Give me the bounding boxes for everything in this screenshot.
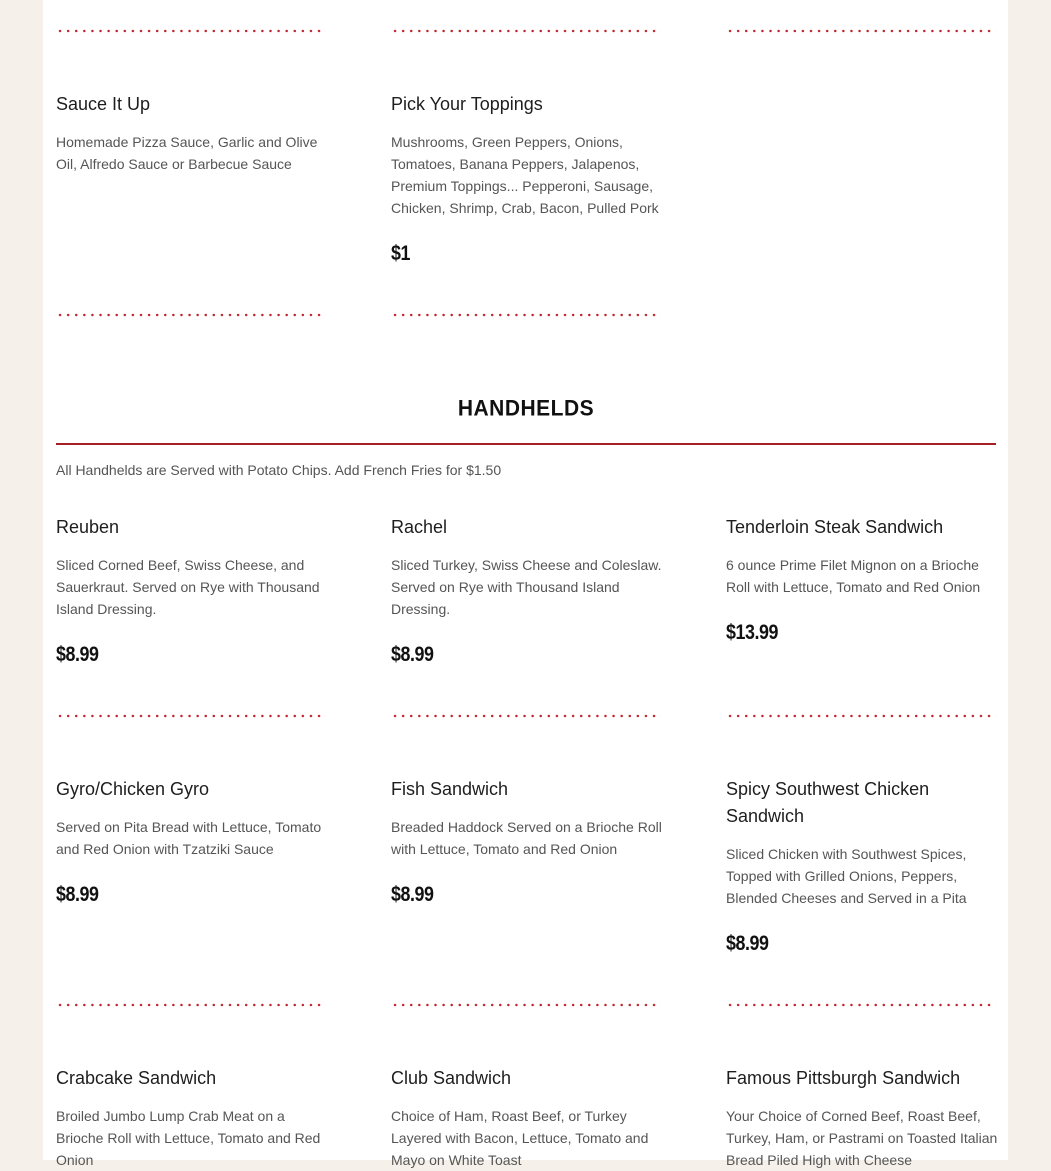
menu-item-price: $8.99 — [726, 932, 769, 955]
menu-item-price: $8.99 — [391, 883, 434, 906]
menu-item-description: Served on Pita Bread with Lettuce, Tomato and Red Onion with Tzatziki Sauce — [56, 819, 322, 857]
dotted-separator — [726, 713, 996, 719]
dotted-separator — [56, 28, 326, 34]
menu-item-description: Sliced Turkey, Swiss Cheese and Coleslaw. Served on Rye with Thousand Island Dressing. — [391, 557, 662, 617]
menu-item-description: Choice of Ham, Roast Beef, or Turkey Layered with Bacon, Lettuce, Tomato and Mayo on White Toast — [391, 1108, 649, 1168]
menu-item-price: $1 — [391, 242, 411, 265]
dotted-separator — [726, 1002, 996, 1008]
menu-item-description: 6 ounce Prime Filet Mignon on a Brioche Roll with Lettuce, Tomato and Red Onion — [726, 557, 981, 595]
menu-item-price: $8.99 — [391, 643, 434, 666]
menu-item-price: $13.99 — [726, 621, 779, 644]
menu-item-description: Homemade Pizza Sauce, Garlic and Olive Oil, Alfredo Sauce or Barbecue Sauce — [56, 134, 318, 172]
menu-item-name: Pick Your Toppings — [391, 94, 543, 114]
section-note: All Handhelds are Served with Potato Chips. Add French Fries for $1.50 — [56, 462, 502, 478]
menu-item-name: Famous Pittsburgh Sandwich — [726, 1068, 961, 1088]
menu-item-name: Rachel — [391, 517, 448, 537]
dotted-separator — [391, 28, 661, 34]
menu-item-name: Club Sandwich — [391, 1068, 512, 1088]
menu-item-description: Sliced Chicken with Southwest Spices, Topped with Grilled Onions, Peppers, Blended Cheeses and Served in a Pita — [726, 846, 967, 906]
menu-item-price: $8.99 — [56, 643, 99, 666]
dotted-separator — [391, 312, 661, 318]
dotted-separator — [726, 28, 996, 34]
menu-item-name: Crabcake Sandwich — [56, 1068, 217, 1088]
menu-item-price: $8.99 — [56, 883, 99, 906]
menu-item-description: Breaded Haddock Served on a Brioche Roll with Lettuce, Tomato and Red Onion — [391, 819, 662, 857]
menu-item-name: Sauce It Up — [56, 94, 151, 114]
dotted-separator — [391, 1002, 661, 1008]
dotted-separator — [56, 1002, 326, 1008]
menu-item-description: Broiled Jumbo Lump Crab Meat on a Brioche Roll with Lettuce, Tomato and Red Onion — [56, 1108, 321, 1168]
menu-item-description: Sliced Corned Beef, Swiss Cheese, and Sauerkraut. Served on Rye with Thousand Island Dressing. — [56, 557, 320, 617]
menu-item-name: Tenderloin Steak Sandwich — [726, 517, 944, 537]
menu-item-name: Fish Sandwich — [391, 779, 509, 799]
dotted-separator — [56, 312, 326, 318]
menu-item-description: Mushrooms, Green Peppers, Onions, Tomatoes, Banana Peppers, Jalapenos, Premium Toppings... Pepperoni, Sausage, Chicken, Shrimp, Crab, Bacon, Pulled Pork — [391, 134, 659, 216]
section-divider — [56, 443, 996, 445]
dotted-separator — [391, 713, 661, 719]
section-title: HANDHELDS — [457, 396, 595, 421]
menu-item-name: Reuben — [56, 517, 120, 537]
menu-item-name: Spicy Southwest Chicken Sandwich — [726, 779, 930, 826]
dotted-separator — [56, 713, 326, 719]
menu-item-name: Gyro/Chicken Gyro — [56, 779, 210, 799]
menu-item-description: Your Choice of Corned Beef, Roast Beef, Turkey, Ham, or Pastrami on Toasted Italian Bread Piled High with Cheese — [726, 1108, 998, 1168]
